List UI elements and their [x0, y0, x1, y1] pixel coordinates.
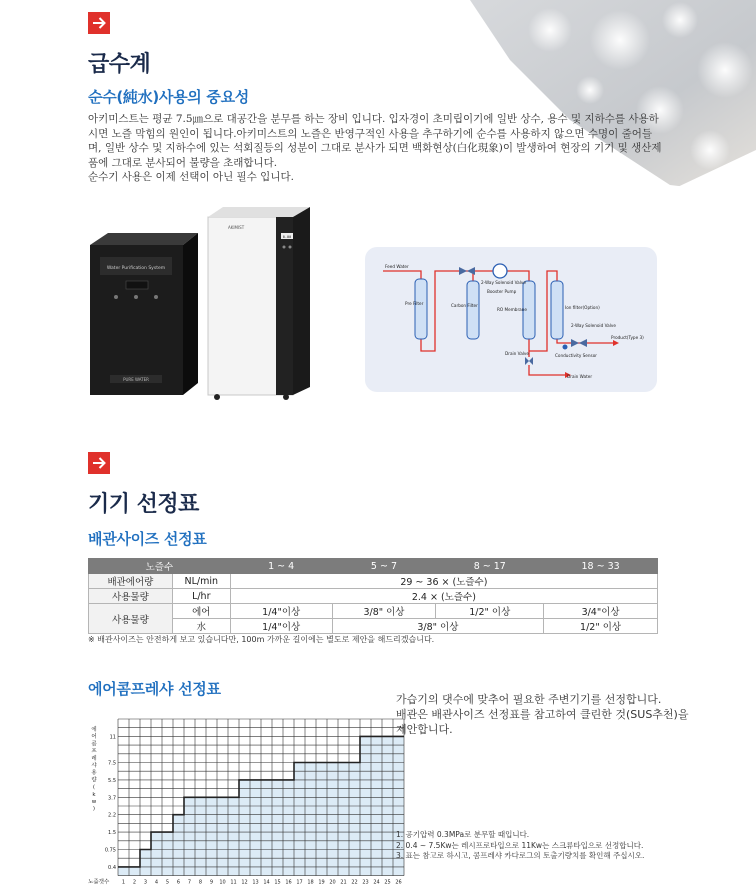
x-tick-label: 19: [318, 879, 325, 886]
x-tick-label: 18: [307, 879, 314, 886]
table-cell: NL/min: [172, 574, 230, 589]
y-tick-label: 2.2: [108, 812, 116, 819]
description-line: 가습기의 댓수에 맞추어 필요한 주변기기를 선정합니다.: [396, 693, 662, 706]
x-tick-label: 13: [252, 879, 259, 886]
svg-text:Pre Filter: Pre Filter: [405, 301, 424, 306]
table-cell: 1/4"이상: [230, 604, 332, 619]
section-title-equipment-selection: 기기 선정표: [88, 492, 199, 517]
description-line: 제안합니다.: [396, 723, 453, 736]
x-tick-label: 20: [329, 879, 336, 886]
x-tick-label: 1: [121, 879, 126, 886]
table-header-cell: 5 ~ 7: [332, 559, 436, 574]
x-tick-label: 7: [187, 879, 192, 886]
intro-line: 순수기 사용은 이제 선택이 아닌 필수 입니다.: [88, 171, 294, 183]
x-tick-label: 17: [296, 879, 303, 886]
section-arrow-icon: [88, 12, 110, 34]
section-title-water-supply: 급수계: [88, 52, 151, 77]
intro-line: 품에 그대로 분사되어 불량을 초래합니다.: [88, 156, 278, 169]
svg-text:2-Way Solenoid Valve: 2-Way Solenoid Valve: [571, 323, 616, 328]
y-axis-label-char: w: [91, 799, 97, 805]
svg-text:Conductivity Sensor: Conductivity Sensor: [555, 353, 598, 358]
description-line: 배관은 배관사이즈 선정표를 참고하여 클린한 것(SUS추천)을: [396, 708, 689, 721]
table-cell: 29 ~ 36 × (노즐수): [230, 574, 657, 589]
table-row: [89, 619, 658, 634]
table-cell: 水: [172, 619, 230, 634]
note-line: 3. 표는 참고로 하시고, 콤프레샤 카다로그의 토출기량치를 확인해 주십시오.: [396, 851, 645, 860]
x-tick-label: 24: [373, 879, 380, 886]
ro-flow-diagram: [365, 247, 657, 392]
table-header-row: [89, 559, 658, 574]
x-tick-label: 3: [143, 879, 148, 886]
x-tick-label: 26: [395, 879, 402, 886]
svg-text:Drain Water: Drain Water: [567, 374, 593, 379]
intro-line: 시면 노즐 막힘의 원인이 됩니다.아키미스트의 노즐은 반영구적인 사용을 추구하기에 순수를 사용하지 않으면 수명이 줄어들: [88, 127, 653, 140]
x-tick-label: 11: [230, 879, 237, 886]
y-axis-label-char: (: [92, 784, 96, 791]
x-tick-label: 5: [165, 879, 170, 886]
table-cell: 2.4 × (노즐수): [230, 589, 657, 604]
y-axis-label-char: 량: [91, 777, 97, 784]
x-tick-label: 6: [176, 879, 181, 886]
y-axis-label-char: 용: [91, 770, 97, 777]
x-tick-label: 4: [154, 879, 159, 886]
compressor-chart-svg: [88, 715, 402, 890]
table-cell: 사용물량: [89, 589, 173, 604]
x-tick-label: 15: [274, 879, 281, 886]
table-cell: 사용물량: [89, 604, 173, 634]
table-cell: L/hr: [172, 589, 230, 604]
pipe-table-note: ※ 배관사이즈는 안전하게 보고 있습니다만, 100m 가까운 길이에는 별도로 제안을 해드리겠습니다.: [88, 635, 435, 644]
x-tick-label: 9: [209, 879, 214, 886]
x-tick-label: 14: [263, 879, 270, 886]
intro-paragraph: [88, 112, 678, 185]
table-header-cell: 8 ~ 17: [436, 559, 544, 574]
x-tick-label: 21: [340, 879, 347, 886]
intro-line: 아키미스트는 평균 7.5㎛으로 대공간을 분무를 하는 장비 입니다. 입자경이 초미립이기에 일반 상수, 용수 및 지하수를 사용하: [88, 113, 659, 125]
y-tick-label: 7.5: [108, 760, 116, 767]
svg-text:RO Membrane: RO Membrane: [497, 307, 527, 312]
table-cell: 배관에어량: [89, 574, 173, 589]
y-axis-label-char: k: [92, 791, 96, 798]
x-tick-label: 8: [198, 879, 203, 886]
x-tick-label: 12: [241, 879, 248, 886]
svg-text:Carbon Filter: Carbon Filter: [451, 303, 478, 308]
x-tick-label: 2: [132, 879, 137, 886]
y-axis-label-char: 샤: [91, 763, 97, 769]
table-header-cell: 18 ~ 33: [544, 559, 658, 574]
table-cell: 3/8" 이상: [332, 604, 436, 619]
note-line: 1. 공기압력 0.3MPa로 분무할 때입니다.: [396, 830, 530, 839]
x-tick-label: 23: [362, 879, 369, 886]
y-tick-label: 5.5: [108, 777, 116, 784]
svg-text:Product(Type 3): Product(Type 3): [611, 335, 644, 340]
svg-text:Feed Water: Feed Water: [385, 264, 409, 269]
x-axis-label: 노즐갯수: [88, 879, 110, 886]
section-arrow-icon: [88, 452, 110, 474]
y-tick-label: 0.75: [104, 847, 116, 854]
small-purifier-unit: [90, 233, 198, 395]
svg-text:0.00: 0.00: [282, 235, 292, 239]
y-axis-label-char: ): [92, 806, 96, 813]
y-axis-label-char: 어: [91, 734, 97, 741]
table-row: [89, 589, 658, 604]
svg-text:Booster Pump: Booster Pump: [487, 289, 517, 294]
compressor-table-title: 에어콤프레샤 선정표: [88, 680, 221, 698]
table-cell: 3/4"이상: [544, 604, 658, 619]
note-line: 2. 0.4 ~ 7.5Kw는 레시프로타입으로 11Kw는 스크류타입으로 선정합니다.: [396, 840, 644, 850]
table-row: [89, 574, 658, 589]
y-axis-label-char: 프: [91, 748, 97, 755]
intro-line: 며, 일반 상수 및 지하수에 있는 석회질등의 성분이 그대로 분사가 되면 백화현상(白化現象)이 발생하여 현장의 기기 및 생산제: [88, 142, 662, 154]
y-tick-label: 0.4: [108, 864, 116, 871]
table-cell: 에어: [172, 604, 230, 619]
compressor-notes: [396, 830, 644, 862]
large-purifier-unit: [208, 207, 310, 400]
table-row: [89, 604, 658, 619]
section-subtitle-pure-water: 순수(純水)사용의 중요성: [88, 88, 249, 106]
compressor-description: [396, 692, 688, 737]
table-cell: 3/8" 이상: [332, 619, 544, 634]
table-header-cell: 1 ~ 4: [230, 559, 332, 574]
table-header-cell: 노즐수: [89, 559, 231, 574]
svg-text:PURE WATER: PURE WATER: [123, 377, 149, 382]
y-axis-label-char: 레: [91, 755, 97, 762]
svg-text:AKIMIST: AKIMIST: [228, 225, 245, 230]
table-cell: 1/2" 이상: [544, 619, 658, 634]
y-axis-label-char: 에: [91, 727, 97, 733]
pipe-size-table-title: 배관사이즈 선정표: [88, 530, 207, 548]
compressor-selection-chart: [88, 715, 402, 890]
table-cell: 1/4"이상: [230, 619, 332, 634]
svg-text:Water Purification System: Water Purification System: [106, 266, 166, 271]
water-purifier-products-image: [88, 205, 338, 410]
svg-text:2-Way Solenoid Valve: 2-Way Solenoid Valve: [481, 280, 526, 285]
y-tick-label: 1.5: [108, 830, 116, 837]
x-tick-label: 22: [351, 879, 358, 886]
y-axis-label-char: 콤: [91, 741, 97, 748]
svg-text:Drain Valve: Drain Valve: [505, 351, 529, 356]
x-tick-label: 25: [384, 879, 391, 886]
y-tick-label: 11: [109, 734, 116, 741]
y-tick-label: 3.7: [108, 795, 116, 802]
pipe-size-table: [88, 558, 658, 634]
x-tick-label: 10: [219, 879, 226, 886]
x-tick-label: 16: [285, 879, 292, 886]
table-cell: 1/2" 이상: [436, 604, 544, 619]
svg-text:Ion filter(Option): Ion filter(Option): [565, 305, 600, 310]
